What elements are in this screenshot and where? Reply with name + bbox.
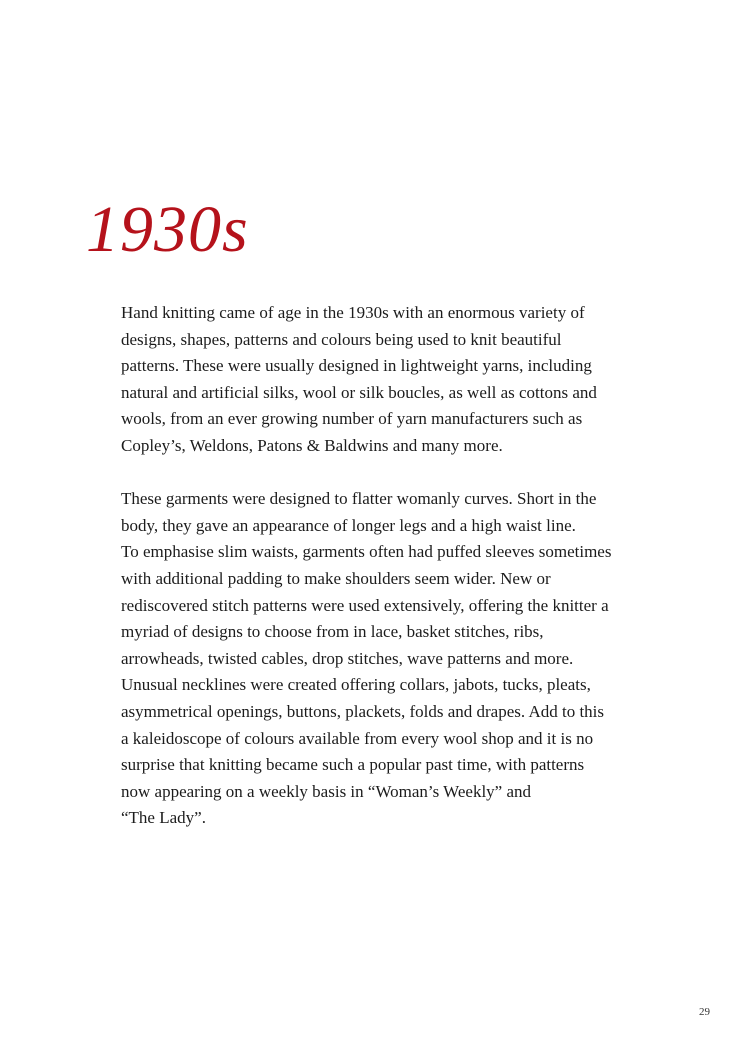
paragraph-2 [121,486,641,832]
text-line: rediscovered stitch patterns were used extensively, offering the knitter a [121,595,609,615]
text-line: myriad of designs to choose from in lace, basket stitches, ribs, [121,622,544,642]
text-line: surprise that knitting became such a popular past time, with patterns [121,755,585,775]
text-line: Copley’s, Weldons, Patons & Baldwins and many more. [121,435,503,455]
text-line: “The Lady”. [121,808,206,828]
text-line: These garments were designed to flatter womanly curves. Short in the [121,489,597,509]
text-line: designs, shapes, patterns and colours being used to knit beautiful [121,329,562,349]
text-line: with additional padding to make shoulders seem wider. New or [121,568,551,588]
page-number: 29 [699,1006,710,1018]
text-line: now appearing on a weekly basis in “Woman’s Weekly” and [121,781,532,801]
text-line: arrowheads, twisted cables, drop stitches, wave patterns and more. [121,648,574,668]
page-title: 1930s [86,193,249,266]
text-line: asymmetrical openings, buttons, plackets, folds and drapes. Add to this [121,701,605,721]
text-line: Unusual necklines were created offering collars, jabots, tucks, pleats, [121,675,591,695]
text-line: wools, from an ever growing number of yarn manufacturers such as [121,409,583,429]
text-line: To emphasise slim waists, garments often had puffed sleeves sometimes [121,542,612,562]
text-line: Hand knitting came of age in the 1930s with an enormous variety of [121,303,585,322]
text-line: a kaleidoscope of colours available from every wool shop and it is no [121,728,594,748]
paragraph-1 [121,300,641,460]
text-line: patterns. These were usually designed in lightweight yarns, including [121,356,592,376]
body-text [121,300,641,832]
text-line: natural and artificial silks, wool or silk boucles, as well as cottons and [121,382,597,402]
text-line: body, they gave an appearance of longer legs and a high waist line. [121,515,576,535]
